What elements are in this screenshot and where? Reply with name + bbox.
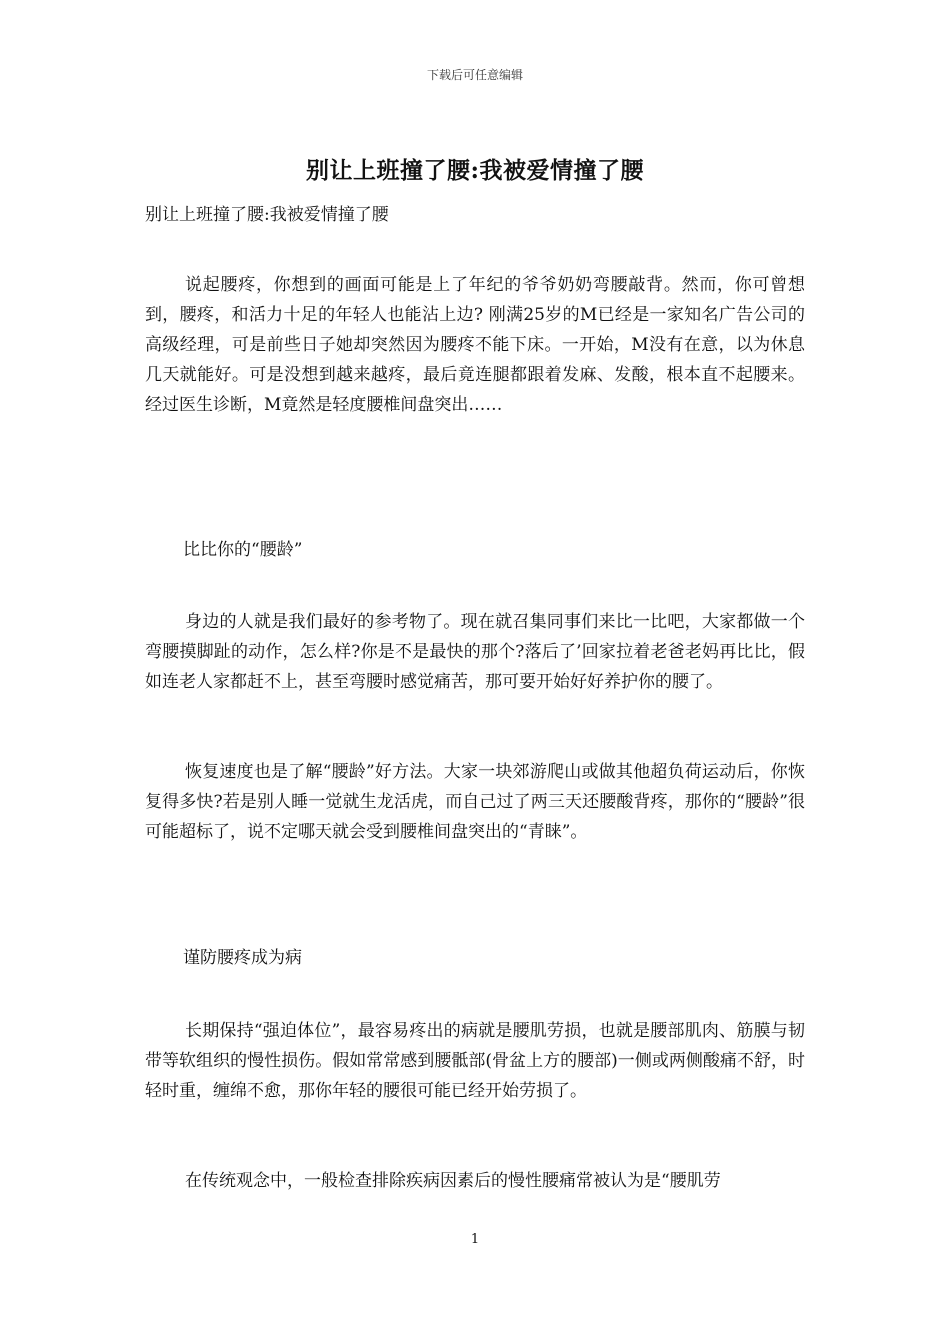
header-note: 下载后可任意编辑: [426, 68, 523, 82]
document-title: 别让上班撞了腰:我被爱情撞了腰: [306, 157, 644, 184]
page-number: 1: [470, 1232, 480, 1247]
paragraph-compare: 身边的人就是我们最好的参考物了。现在就召集同事们来比一比吧，大家都做一个弯腰摸脚趾的动作，怎么样?你是不是最快的那个?落后了’回家拉着老爸老妈再比比，假如连老人家都赶不上，甚至弯腰时感觉痛苦，那可要开始好好养护你的腰了。: [145, 612, 805, 692]
paragraph-recovery: 恢复速度也是了解“腰龄”好方法。大家一块郊游爬山或做其他超负荷运动后，你恢复得多快?若是别人睡一觉就生龙活虎，而自己过了两三天还腰酸背疼，那你的“腰龄”很可能超标了，说不定哪天就会受到腰椎间盘突出的“青睐”。: [145, 762, 805, 842]
document-subtitle: 别让上班撞了腰:我被爱情撞了腰: [145, 205, 389, 225]
paragraph-intro: 说起腰疼，你想到的画面可能是上了年纪的爷爷奶奶弯腰敲背。然而，你可曾想到，腰疼，和活力十足的年轻人也能沾上边? 刚满25岁的M已经是一家知名广告公司的高级经理，可是前些日子她却突然因为腰疼不能下床。一开始，M没有在意，以为休息几天就能好。可是没想到越来越疼，最后竟连腿都跟着发麻、发酸，根本直不起腰来。经过医生诊断，M竟然是轻度腰椎间盘突出……: [145, 275, 805, 415]
section-heading-waist-age: 比比你的“腰龄”: [183, 540, 303, 560]
paragraph-strain: 长期保持“强迫体位”，最容易疼出的病就是腰肌劳损，也就是腰部肌肉、筋膜与韧带等软组织的慢性损伤。假如常常感到腰骶部(骨盆上方的腰部)一侧或两侧酸痛不舒，时轻时重，缠绵不愈，那你年轻的腰很可能已经开始劳损了。: [145, 1021, 805, 1101]
section-heading-prevent: 谨防腰疼成为病: [183, 948, 302, 968]
paragraph-tradition: 在传统观念中，一般检查排除疾病因素后的慢性腰痛常被认为是“腰肌劳: [185, 1171, 721, 1191]
